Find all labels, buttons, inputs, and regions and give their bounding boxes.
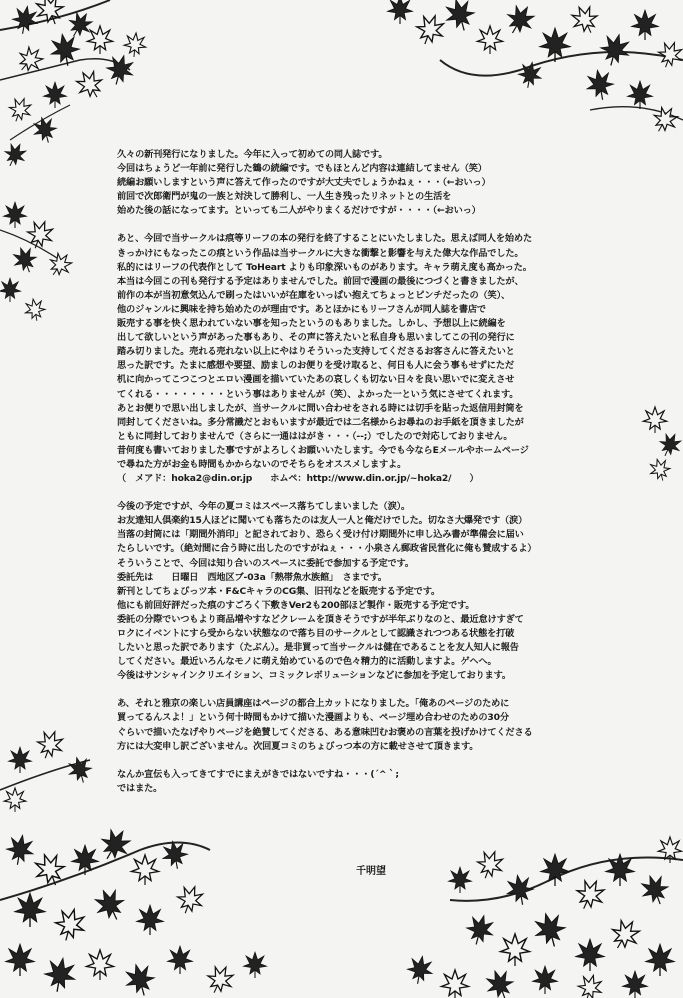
- text-line: なんか宣伝も入ってきてすでにまえがきではないですね・・・(´^｀;: [117, 768, 399, 780]
- text-line: 昔何度も書いておりました事ですがよろしくお願いいたします。今でも今ならEメールやホームページ: [117, 444, 529, 456]
- text-line: ロクにイベントにすら受からない状態なので落ち目のサークルとして認識されつつある状態を打破: [117, 628, 515, 639]
- text-line: 今後の予定ですが、今年の夏コミはスペース落ちてしまいました（涙）。: [117, 501, 411, 513]
- paragraph-intro: [117, 148, 637, 218]
- text-line: ともに同封しておりませんで（さらに一通ははがき・・・（--;）でしたので対応しておりません。: [117, 430, 513, 442]
- text-line: 踏み切りました。売れる売れない以上にやはりそういった支持してくださるお客さんに答えたいと: [117, 346, 515, 358]
- text-line: で尋ねた方がお金も時間もかからないのでそちらをオススメしますよ。: [117, 458, 407, 470]
- text-line: 当落の封筒には「期間外消印」と記されており、恐らく受け付け期間外に申し込み書が準備会に届い: [117, 529, 524, 541]
- text-line: 今後はサンシャインクリエイション、コミックレボリューションなどに参加を予定しております。: [117, 670, 511, 682]
- text-line: たらしいです。（絶対間に合う時に出したのですがねぇ・・・小泉さん郵政省民営化に俺も賛成するよ）: [117, 543, 537, 555]
- paragraph-schedule: [117, 500, 637, 683]
- text-line: 買ってるんスよ！」という何十時間もかけて描いた漫画よりも、ページ埋め合わせのための30分: [117, 712, 509, 724]
- text-line: 出して欲しいという声があった事もあり、その声に答えたいと私自身も思いましてこの刊の発行に: [117, 332, 515, 344]
- text-line: 前作の本が当初意気込んで刷ったはいいが在庫をいっぱい抱えてちょっとピンチだったの（笑）、: [117, 289, 511, 301]
- text-line: 今回はちょうど一年前に発行した鶴の続編です。でもほとんど内容は連結してません（笑）: [117, 163, 487, 175]
- text-line: ではまた。: [117, 782, 163, 794]
- afterword-text: [117, 148, 637, 810]
- text-line: 他にも前回好評だった痕のすごろく下敷きVer2も200部ほど製作・販売する予定です。: [117, 599, 475, 611]
- text-line: そういうことで、今回は知り合いのスペースに委託で参加する予定です。: [117, 557, 414, 569]
- author-signature: 千明望: [356, 866, 386, 877]
- text-line: 机に向かってこつこつとエロい漫画を描いていたあの哀しくも切ない日々を良い思いでに変えさせ: [117, 374, 515, 386]
- bottom-right-branch: [405, 837, 683, 998]
- text-line: 委託先は 日曜日 西地区ブ-03a「熱帯魚水族館」 さまです。: [117, 571, 387, 583]
- paragraph-closing: [117, 768, 637, 796]
- text-line: あ、それと雅京の楽しい店員講座はページの都合上カットになりました。「俺あのページのために: [117, 698, 510, 710]
- text-line: 私的にはリーフの代表作として ToHeart よりも印象深いものがあります。キャラ萌え度も高かった。: [117, 261, 532, 273]
- text-line: 続編お願いしますという声に答えて作ったのですが大丈夫でしょうかねぇ・・・（←おいっ）: [117, 177, 491, 189]
- paragraph-cut-section: [117, 697, 637, 753]
- text-line: 委託の分際でいつもより商品増やすなどクレームを頂きそうですが半年ぶりなのと、最近怠けすぎて: [117, 613, 524, 625]
- text-line: したいと思った訳であります（たぶん）。是非買って当サークルは健在であることを友人知人に報告: [117, 642, 519, 654]
- text-line: きっかけにもなったこの痕という作品は当サークルに大きな衝撃と影響を与えた偉大な作品でした。: [117, 247, 524, 259]
- text-line: 久々の新刊発行になりました。今年に入って初めての同人誌です。: [117, 149, 388, 160]
- text-line: 販売する事を快く思われていない事を知ったというのもありました。しかし、予想以上に続編を: [117, 318, 506, 330]
- text-line: 方には大変申し訳ございません。次回夏コミのちょびっつ本の方に載せさせて頂きます。: [117, 740, 479, 752]
- top-left-branch: [0, 0, 147, 170]
- text-line: あとお便りで思い出しましたが、当サークルに問い合わせをされる時には切手を貼った返信用封筒を: [117, 402, 524, 414]
- top-right-branch: [387, 0, 683, 137]
- paragraph-circle-news: [117, 232, 637, 486]
- text-line: 始めた後の話になってます。といっても二人がやりまくるだけですが・・・・（←おいっ）: [117, 205, 481, 217]
- text-line: ぐらいで描いたなげやりページを絶賛してくださる、ある意味凹むお褒めの言葉を投げかけてくださる: [117, 726, 533, 738]
- text-line: 本当は今回この刊も発行する予定はありませんでした。前回で漫画の最後につづくと書きましたが、: [117, 275, 524, 287]
- text-line: 前回で次郎衛門が鬼の一族と対決して勝利し、一人生き残ったリネットとの生活を: [117, 191, 452, 203]
- contact-info-line: （ メアド：hoka2@din.or.jp ホムペ：http://www.din.or.jp/~hoka2/ ）: [117, 473, 479, 485]
- text-line: 同封してくださいね。多分常識だとおもいますが最近では二名様からお尋ねのお手紙を頂きましたが: [117, 416, 524, 428]
- text-line: 思った訳です。たまに感想や要望、励ましのお便りを受け取ると、何日も人に会う事もせずにただ: [117, 360, 514, 372]
- right-side-foliage: [643, 407, 683, 483]
- text-line: してください。最近いろんなモノに萌え始めているので色々精力的に活動しますよ。ゲヘへ。: [117, 656, 497, 668]
- text-line: あと、今回で当サークルは痕等リーフの本の発行を終了することにいたしました。思えば同人を始めた: [117, 233, 532, 245]
- text-line: お友達知人倶楽約15人ほどに聞いても落ちたのは友人一人と俺だけでした。切なさ大爆発です（涙）: [117, 515, 528, 527]
- text-line: 他のジャンルに興味を持ち始めたのが理由です。あとほかにもリーフさんが同人誌を書店で: [117, 303, 486, 315]
- text-line: てくれる・・・・・・・・という事はありませんが（笑）、よかった一という気にさせてくれます。: [117, 388, 519, 400]
- text-line: 新刊としてちょびっツ本・F&CキャラのCG集、旧刊などを販売する予定です。: [117, 585, 441, 597]
- left-side-foliage: [0, 202, 76, 323]
